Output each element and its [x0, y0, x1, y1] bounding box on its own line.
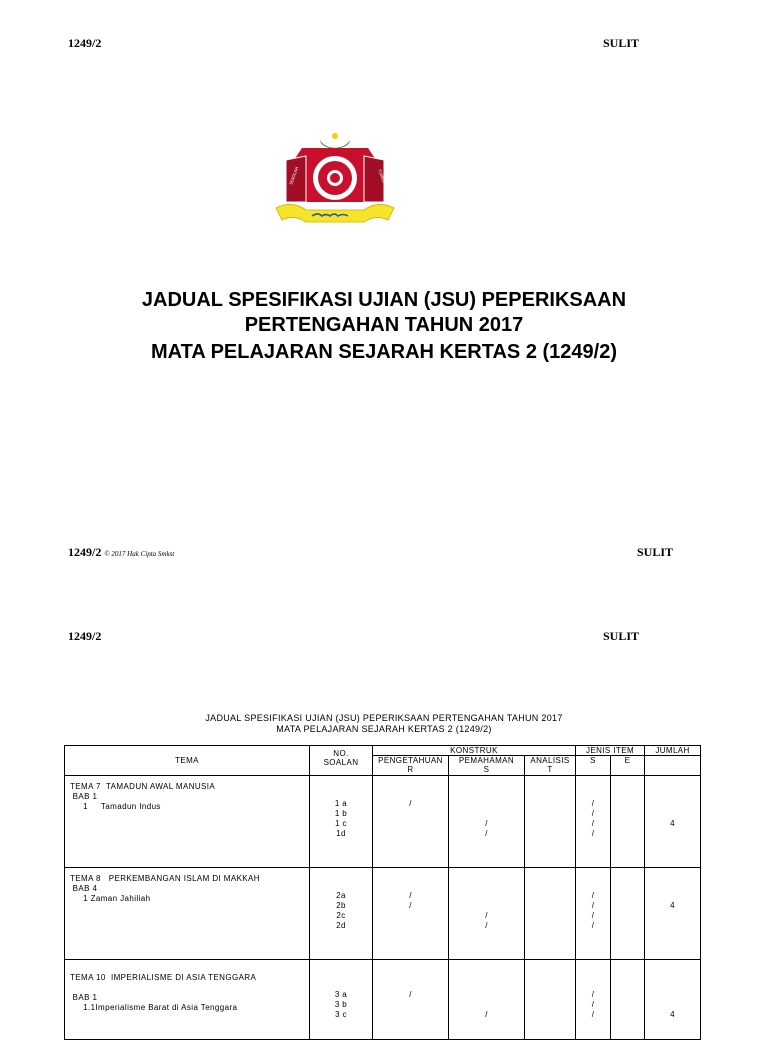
cell-pemahaman	[449, 960, 525, 1040]
cell-analisis	[525, 776, 576, 868]
cell-line	[611, 1000, 644, 1010]
cell-line	[576, 789, 610, 799]
cell-line: 4	[670, 819, 675, 828]
cell-jumlah	[645, 776, 701, 868]
cell-line	[611, 871, 644, 881]
cell-line	[611, 809, 644, 819]
cell-line: /	[409, 990, 412, 999]
cell-lines	[525, 868, 575, 931]
header-jumlah: JUMLAH	[645, 746, 701, 756]
cell-line	[373, 970, 448, 980]
cell-line: /	[591, 829, 595, 838]
cell-line: /	[591, 921, 595, 930]
header-jumlah-sub	[645, 756, 701, 776]
cell-lines	[449, 960, 524, 1020]
cell-line	[525, 891, 575, 901]
cell-line	[373, 1010, 448, 1020]
cell-line: /	[485, 1010, 488, 1019]
header-pengetahuan	[373, 756, 449, 776]
page1-footer	[68, 545, 174, 560]
cell-line	[525, 871, 575, 881]
cell-line: 4	[670, 1010, 675, 1019]
cell-line	[525, 921, 575, 931]
cell-line	[611, 829, 644, 839]
cell-line: TEMA 8 PERKEMBANGAN ISLAM DI MAKKAH	[70, 874, 260, 883]
cell-lines	[645, 960, 700, 1020]
cell-jumlah	[645, 868, 701, 960]
cell-line	[611, 891, 644, 901]
cell-line: /	[485, 921, 488, 930]
cell-line	[645, 799, 700, 809]
cell-line	[645, 871, 700, 881]
cell-line	[449, 891, 524, 901]
cell-line	[449, 1000, 524, 1010]
cell-line	[449, 970, 524, 980]
cell-line: 1d	[336, 829, 346, 838]
cell-line	[449, 789, 524, 799]
cell-pemahaman	[449, 776, 525, 868]
cell-s	[576, 776, 611, 868]
cell-line: TEMA 7 TAMADUN AWAL MANUSIA	[70, 782, 216, 791]
cell-line: /	[591, 809, 595, 818]
cell-soalan	[310, 868, 373, 960]
cell-lines	[373, 868, 448, 931]
cell-line	[373, 871, 448, 881]
header-s: S	[576, 756, 611, 776]
cell-line	[645, 990, 700, 1000]
cell-tema	[65, 868, 310, 960]
cell-line: BAB 1	[70, 993, 98, 1002]
cell-line: 3 a	[334, 990, 348, 999]
cell-line: 2b	[336, 901, 346, 910]
cell-line: /	[591, 901, 595, 910]
cell-line	[449, 779, 524, 789]
cell-line: 4	[670, 901, 675, 910]
cell-line: /	[591, 1000, 595, 1009]
header-analisis	[525, 756, 576, 776]
cell-line	[373, 829, 448, 839]
cell-line	[611, 779, 644, 789]
header-pemahaman-line-2: S	[483, 765, 490, 774]
cell-line	[449, 990, 524, 1000]
cell-line	[70, 983, 309, 993]
cell-tema	[65, 776, 310, 868]
cell-line	[611, 980, 644, 990]
cell-line	[645, 891, 700, 901]
cell-line	[525, 789, 575, 799]
cell-lines	[373, 960, 448, 1020]
cell-lines	[70, 776, 309, 832]
cell-line	[373, 911, 448, 921]
cell-lines	[310, 868, 372, 931]
cell-line	[310, 881, 372, 891]
cell-e	[611, 776, 645, 868]
cell-line: /	[409, 799, 412, 808]
cell-lines	[611, 960, 644, 1020]
page1-title-line-1: JADUAL SPESIFIKASI UJIAN (JSU) PEPERIKSAAN	[141, 289, 627, 311]
cell-line	[645, 980, 700, 990]
page2-header-sulit: SULIT	[603, 629, 640, 643]
header-tema: TEMA	[65, 746, 310, 776]
cell-line	[525, 779, 575, 789]
table-row	[65, 776, 701, 868]
cell-line	[373, 1000, 448, 1010]
cell-line	[645, 970, 700, 980]
page1-header-code: 1249/2	[68, 36, 102, 50]
page1-footer-sulit: SULIT	[637, 545, 674, 559]
cell-lines	[310, 960, 372, 1020]
cell-line: /	[409, 891, 412, 900]
cell-line	[576, 970, 610, 980]
cell-s	[576, 868, 611, 960]
jsu-table	[64, 745, 701, 1040]
cell-soalan	[310, 960, 373, 1040]
cell-line	[449, 901, 524, 911]
cell-lines	[576, 776, 610, 839]
cell-line	[645, 809, 700, 819]
header-analisis-line-1: ANALISIS	[530, 756, 570, 765]
header-no-soalan-line-2: SOALAN	[323, 758, 359, 767]
cell-line	[611, 799, 644, 809]
cell-line	[449, 799, 524, 809]
header-no-soalan-line-1: NO.	[333, 749, 349, 758]
cell-lines	[310, 776, 372, 839]
cell-lines	[576, 960, 610, 1020]
svg-text:SEKOLAH: SEKOLAH	[288, 166, 300, 186]
cell-line: 2a	[336, 891, 346, 900]
cell-lines	[449, 868, 524, 931]
cell-line: /	[591, 990, 595, 999]
cell-lines	[645, 868, 700, 931]
cell-line: /	[591, 891, 595, 900]
jsu-table-body	[65, 776, 701, 1040]
cell-line	[525, 980, 575, 990]
cell-line	[611, 911, 644, 921]
cell-line	[645, 921, 700, 931]
cell-lines	[525, 776, 575, 839]
cell-lines	[70, 868, 309, 904]
cell-line	[373, 819, 448, 829]
cell-line	[525, 1010, 575, 1020]
cell-lines	[645, 776, 700, 839]
header-e: E	[611, 756, 645, 776]
cell-line: 1 Tamadun Indus	[70, 802, 161, 811]
cell-lines	[70, 960, 309, 1023]
cell-line: BAB 4	[70, 884, 98, 893]
cell-line	[525, 1000, 575, 1010]
cell-line	[525, 990, 575, 1000]
cell-lines	[525, 960, 575, 1020]
cell-line	[373, 980, 448, 990]
cell-line	[373, 921, 448, 931]
cell-lines	[576, 868, 610, 931]
cell-line	[373, 779, 448, 789]
cell-line	[645, 881, 700, 891]
cell-line	[611, 970, 644, 980]
cell-line	[70, 1013, 309, 1023]
cell-line: BAB 1	[70, 792, 98, 801]
cell-line	[373, 881, 448, 891]
cell-line	[525, 901, 575, 911]
cell-lines	[611, 868, 644, 931]
cell-line	[576, 881, 610, 891]
page1-header-sulit: SULIT	[603, 36, 640, 50]
school-crest-logo	[272, 130, 398, 228]
cell-lines	[373, 776, 448, 839]
cell-line	[310, 970, 372, 980]
cell-line	[576, 871, 610, 881]
cell-line	[310, 980, 372, 990]
cell-line	[645, 829, 700, 839]
cell-analisis	[525, 960, 576, 1040]
cell-line	[576, 779, 610, 789]
cell-line: /	[591, 911, 595, 920]
table-row	[65, 868, 701, 960]
cell-line	[611, 819, 644, 829]
cell-line	[645, 779, 700, 789]
cell-line: 1.1Imperialisme Barat di Asia Tenggara	[70, 1003, 238, 1012]
cell-pengetahuan	[373, 868, 449, 960]
cell-line: /	[485, 819, 488, 828]
cell-line: 3 c	[335, 1010, 347, 1019]
cell-line	[576, 980, 610, 990]
cell-line	[611, 901, 644, 911]
cell-line	[449, 881, 524, 891]
cell-pengetahuan	[373, 776, 449, 868]
cell-line	[611, 789, 644, 799]
cell-line	[449, 871, 524, 881]
cell-lines	[611, 776, 644, 839]
cell-e	[611, 868, 645, 960]
page2-header-code: 1249/2	[68, 629, 102, 643]
cell-line: /	[591, 819, 595, 828]
cell-line	[310, 789, 372, 799]
header-pengetahuan-line-2: R	[407, 765, 414, 774]
cell-line: 2d	[336, 921, 346, 930]
page2-title-line-2: MATA PELAJARAN SEJARAH KERTAS 2 (1249/2)	[276, 724, 492, 734]
cell-line: /	[485, 911, 488, 920]
cell-line: /	[591, 1010, 595, 1019]
cell-line: /	[409, 901, 412, 910]
header-pemahaman-line-1: PEMAHAMAN	[458, 756, 515, 765]
cell-line	[525, 809, 575, 819]
cell-tema	[65, 960, 310, 1040]
cell-line	[611, 990, 644, 1000]
cell-line	[310, 871, 372, 881]
header-pemahaman	[449, 756, 525, 776]
cell-line	[525, 799, 575, 809]
cell-line: 1 c	[335, 819, 347, 828]
cell-line	[525, 829, 575, 839]
header-jenis-item: JENIS ITEM	[576, 746, 645, 756]
cell-line	[525, 819, 575, 829]
cell-s	[576, 960, 611, 1040]
header-konstruk: KONSTRUK	[373, 746, 576, 756]
svg-text:TUNKU: TUNKU	[377, 168, 387, 184]
cell-line: 1 Zaman Jahiliah	[70, 894, 151, 903]
cell-line: /	[485, 829, 488, 838]
cell-pemahaman	[449, 868, 525, 960]
table-row	[65, 960, 701, 1040]
cell-line	[525, 881, 575, 891]
cell-line	[611, 921, 644, 931]
cell-line	[449, 980, 524, 990]
cell-line	[310, 779, 372, 789]
page1-footer-copyright: © 2017 Hak Cipta Smkst	[104, 550, 175, 558]
cell-line	[611, 881, 644, 891]
cell-line: TEMA 10 IMPERIALISME DI ASIA TENGGARA	[70, 973, 257, 982]
header-pengetahuan-line-1: PENGETAHUAN	[378, 756, 443, 765]
cell-line: 1 a	[334, 799, 348, 808]
cell-line	[373, 809, 448, 819]
cell-line	[645, 1000, 700, 1010]
cell-line: 2c	[336, 911, 346, 920]
cell-line: 3 b	[334, 1000, 348, 1009]
cell-line	[525, 970, 575, 980]
cell-line	[611, 1010, 644, 1020]
cell-lines	[449, 776, 524, 839]
cell-line	[449, 809, 524, 819]
cell-line	[70, 822, 309, 832]
page1-footer-code: 1249/2	[68, 545, 102, 559]
header-no-soalan	[310, 746, 373, 776]
cell-line: 1 b	[334, 809, 348, 818]
cell-e	[611, 960, 645, 1040]
cell-line: /	[591, 799, 595, 808]
cell-pengetahuan	[373, 960, 449, 1040]
page2-title-line-1: JADUAL SPESIFIKASI UJIAN (JSU) PEPERIKSAAN PERTENGAHAN TAHUN 2017	[205, 713, 563, 723]
cell-analisis	[525, 868, 576, 960]
cell-jumlah	[645, 960, 701, 1040]
page1-title-line-3: MATA PELAJARAN SEJARAH KERTAS 2 (1249/2)	[150, 341, 617, 363]
cell-line	[525, 911, 575, 921]
cell-soalan	[310, 776, 373, 868]
cell-line	[645, 789, 700, 799]
cell-line	[645, 911, 700, 921]
header-analisis-line-2: T	[547, 765, 553, 774]
page1-title-line-2: PERTENGAHAN TAHUN 2017	[244, 314, 524, 336]
cell-line	[373, 789, 448, 799]
cell-line	[70, 812, 309, 822]
